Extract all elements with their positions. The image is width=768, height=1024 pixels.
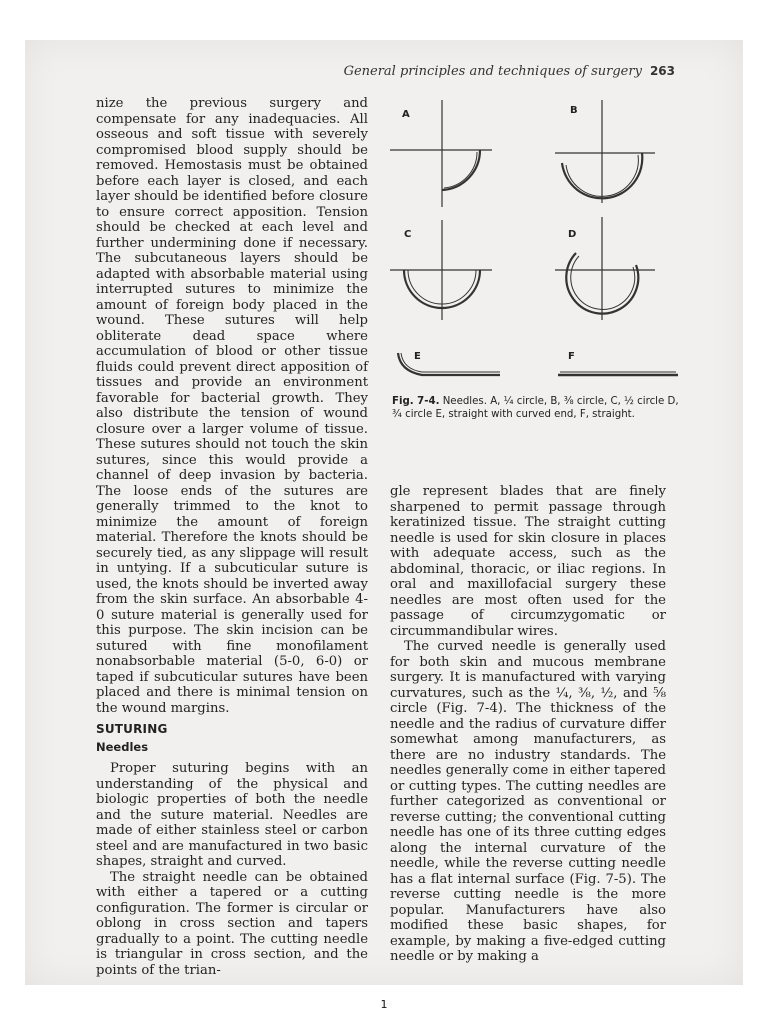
needle-f-icon [558, 372, 678, 375]
figure-label-c: C [404, 229, 412, 240]
paragraph: gle represent blades that are finely sharpened to permit passage through keratinized tissue. The straight cutting needle is used for skin closure in places with adequate access, such as the abdominal, thoracic, or iliac regions. In oral and maxillofacial surgery these needles are most often used for the passage of circumzygomatic or circummandibular wires. [390, 484, 666, 639]
figure-label-f: F [568, 351, 575, 362]
figure-caption-text: Needles. A, ¼ circle, B, ⅜ circle, C, ½ circle D, ¾ circle E, straight with curved end, F, straight. [392, 396, 679, 420]
paragraph-continued: nize the previous surgery and compensate for any inadequacies. All osseous and soft tissue with severely compromised blood supply should be removed. Hemostasis must be obtained before each layer is closed, and each layer should be identified before closure to ensure correct apposition. Tension should be checked at each level and further undermining done if necessary. The subcutaneous layers should be adapted with absorbable material using interrupted sutures to minimize the amount of foreign body placed in the wound. These sutures will help obliterate dead space where accumulation of blood or other tissue fluids could prevent direct apposition of tissues and provide an environment favorable for bacterial growth. They also distribute the tension of wound closure over a larger volume of tissue. These sutures should not touch the skin sutures, since this would provide a channel of deep invasion by bacteria. The loose ends of the sutures are generally trimmed to the knot to minimize the amount of foreign material. Therefore the knots should be securely tied, as any slippage will result in untying. If a subcuticular suture is used, the knots should be inverted away from the skin surface. An absorbable 4-0 suture material is generally used for this purpose. The skin incision can be sutured with fine monofilament nonabsorbable material (5-0, 6-0) or taped if subcuticular sutures have been placed and there is minimal tension on the wound margins. [96, 96, 368, 716]
figure-caption [392, 396, 682, 421]
page-number: 263 [649, 64, 675, 78]
figure-number: Fig. 7-4. [392, 396, 440, 407]
subsection-heading: Needles [96, 739, 149, 754]
needles-figure [380, 95, 680, 395]
running-head [330, 64, 675, 79]
left-column [96, 96, 368, 978]
footer-page-index: 1 [380, 998, 388, 1011]
figure-label-d: D [568, 229, 577, 240]
running-head-title: General principles and techniques of surgery [343, 64, 642, 79]
figure-label-b: B [570, 105, 578, 116]
figure-label-a: A [402, 109, 410, 120]
right-column [390, 484, 666, 965]
figure-label-e: E [414, 351, 421, 362]
paragraph: Proper suturing begins with an understanding of the physical and biologic properties of both the needle and the suture material. Needles are made of either stainless steel or carbon steel and are manufactured in two basic shapes, straight and curved. [96, 761, 368, 869]
paragraph: The curved needle is generally used for both skin and mucous membrane surgery. It is manufactured with varying curvatures, such as the ¼, ⅜, ½, and ⅝ circle (Fig. 7-4). The thickness of the needle and the radius of curvature differ somewhat among manufacturers, as there are no industry standards. The needles generally come in either tapered or cutting types. The cutting needles are further categorized as conventional or reverse cutting; the conventional cutting needle has one of its three cutting edges along the internal curvature of the needle, while the reverse cutting needle has a flat internal surface (Fig. 7-5). The reverse cutting needle is the more popular. Manufacturers have also modified these basic shapes, for example, by making a five-edged cutting needle or by making a [390, 639, 666, 964]
paragraph: The straight needle can be obtained with either a tapered or a cutting configuration. The former is circular or oblong in cross section and tapers gradually to a point. The cutting needle is triangular in cross section, and the points of the trian- [96, 869, 368, 978]
section-heading: SUTURING [96, 722, 168, 736]
